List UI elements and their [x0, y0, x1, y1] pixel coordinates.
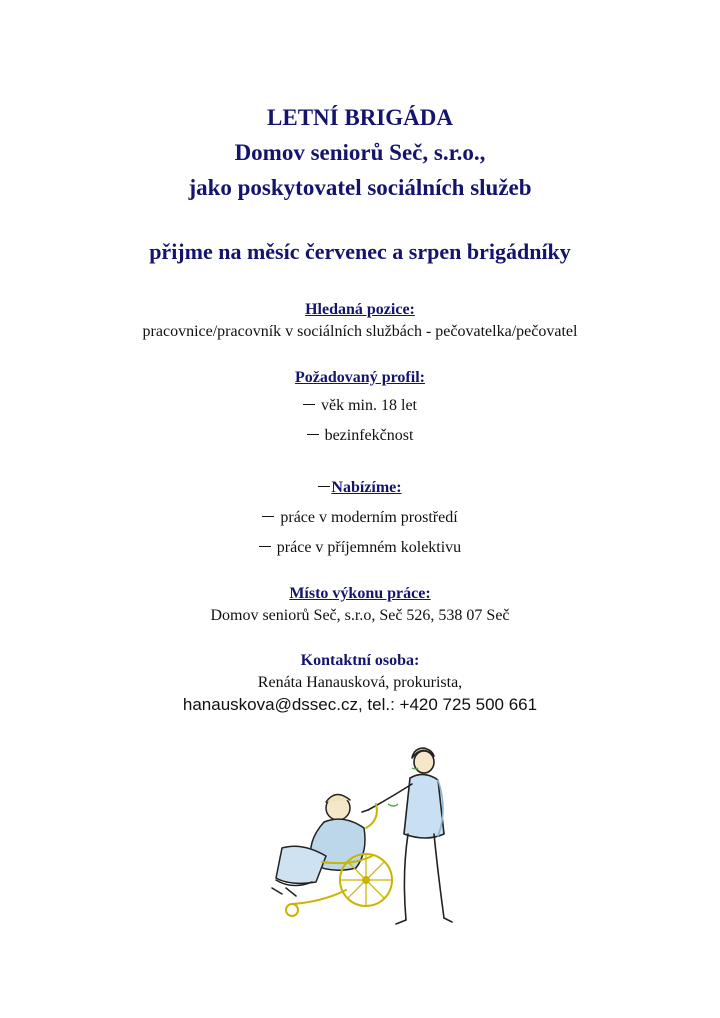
offer-item-text: práce v příjemném kolektivu — [276, 539, 462, 556]
caregiver-figure — [362, 748, 452, 924]
contact-name: Renáta Hanausková, prokurista, — [257, 674, 463, 691]
profile-item — [0, 427, 720, 445]
dash-bullet-icon — [262, 516, 274, 518]
caregiver-pushing-wheelchair-icon — [262, 738, 472, 938]
position-text: pracovnice/pracovník v sociálních službách - pečovatelka/pečovatel — [142, 323, 578, 340]
dash-bullet-icon — [303, 404, 315, 406]
contact-email-phone: hanauskova@dssec.cz, tel.: +420 725 500 661 — [182, 695, 538, 714]
position-heading: Hledaná pozice: — [305, 301, 415, 318]
offer-item — [0, 509, 720, 527]
profile-item-text: věk min. 18 let — [321, 397, 417, 414]
workplace-address: Domov seniorů Seč, s.r.o, Seč 526, 538 07 Seč — [210, 607, 510, 624]
offer-heading-row — [0, 479, 720, 497]
offer-item-text: práce v moderním prostředí — [280, 509, 458, 526]
profile-item-text: bezinfekčnost — [324, 427, 414, 444]
seated-person-figure — [272, 794, 365, 896]
title-line-2: Domov seniorů Seč, s.r.o., — [234, 140, 486, 165]
dash-bullet-icon — [318, 486, 330, 488]
subtitle: přijme na měsíc červenec a srpen brigádníky — [149, 239, 571, 264]
profile-heading: Požadovaný profil: — [295, 369, 425, 386]
contact-heading: Kontaktní osoba: — [300, 652, 420, 669]
offer-heading: Nabízíme: — [331, 479, 402, 496]
dash-bullet-icon — [307, 434, 319, 436]
offer-item — [0, 539, 720, 557]
title-line-1: LETNÍ BRIGÁDA — [267, 105, 453, 130]
title-line-3: jako poskytovatel sociálních služeb — [188, 175, 532, 200]
workplace-heading: Místo výkonu práce: — [289, 585, 431, 602]
profile-item — [0, 397, 720, 415]
dash-bullet-icon — [259, 546, 271, 548]
